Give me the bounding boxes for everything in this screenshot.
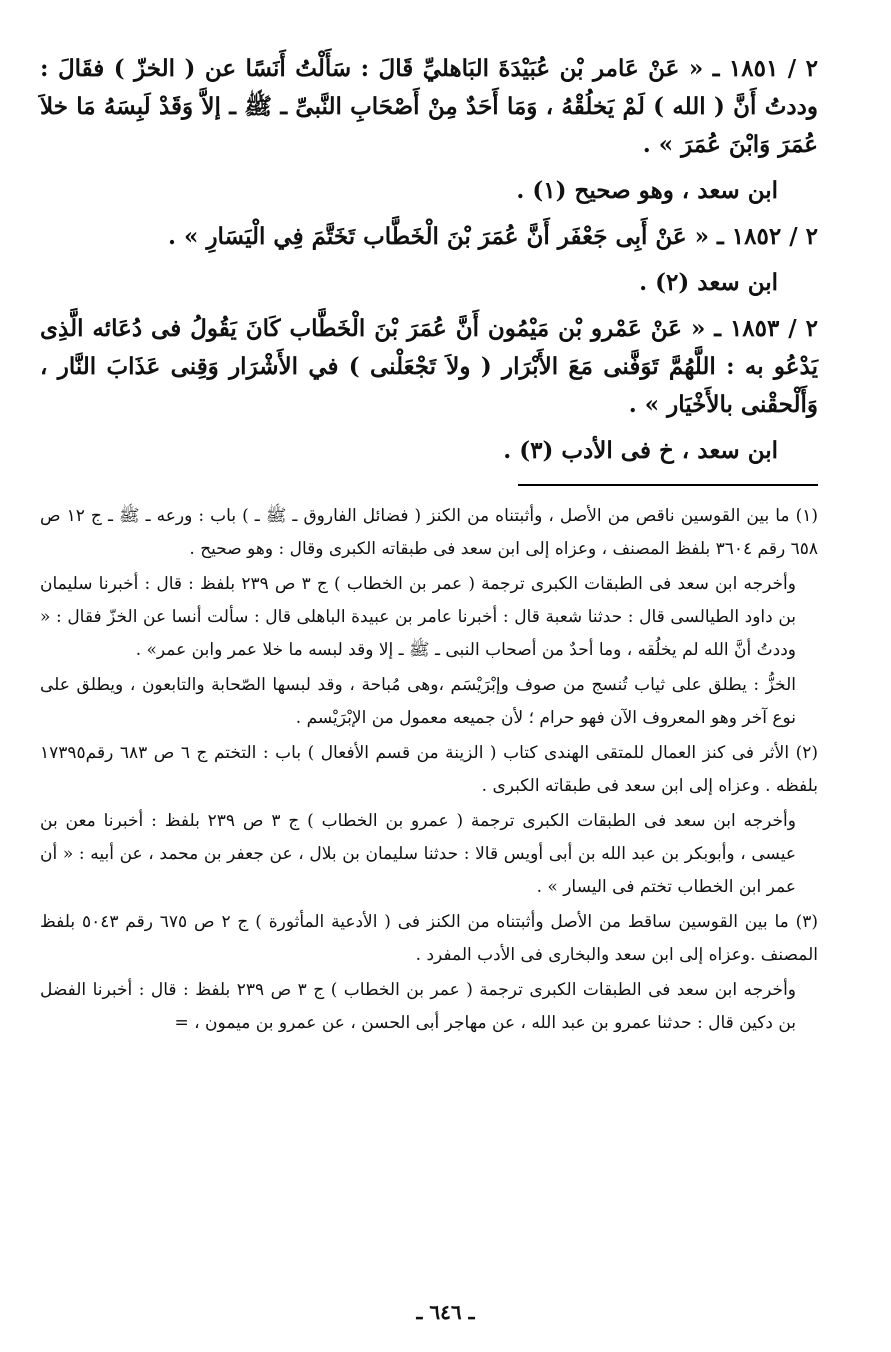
footnotes-section xyxy=(40,500,818,1040)
footnote-3: (٣) ما بين القوسين ساقط من الأصل وأثبتناه من الكنز فى ( الأدعية المأثورة ) ج ٢ ص ٦٧٥ رقم ٥٠٤٣ بلفظ المصنف .وعزاه إلى ابن سعد والبخارى فى الأدب المفرد . xyxy=(40,912,818,965)
hadith-section xyxy=(40,50,818,470)
footnote-2-detail: وأخرجه ابن سعد فى الطبقات الكبرى ترجمة ( عمرو بن الخطاب ) ج ٣ ص ٢٣٩ بلفظ : أخبرنا معن بن عيسى ، وأبوبكر بن عبد الله بن أبى أويس قالا : حدثنا سليمان بن بلال ، عن جعفر بن محمد ، عن أبيه : « أن عمر ابن الخطاب تختم فى اليسار » . xyxy=(40,811,796,897)
hadith-1852-source: ابن سعد (٢) . xyxy=(639,269,778,296)
footnote-2: (٢) الأثر فى كنز العمال للمتقى الهندى كتاب ( الزينة من قسم الأفعال ) باب : التختم ج ٦ ص ٦٨٣ رقم١٧٣٩٥ بلفظه . وعزاه إلى ابن سعد فى طبقاته الكبرى . xyxy=(40,743,818,796)
footnote-1-detail: وأخرجه ابن سعد فى الطبقات الكبرى ترجمة ( عمر بن الخطاب ) ج ٣ ص ٢٣٩ بلفظ : قال : أخبرنا سليمان بن داود الطيالسى قال : حدثنا شعبة قال : أخبرنا عامر بن عبيدة الباهلى قال : سألت أنسا عن الخزّ فقال : « وددتُ أنَّ الله لم يخلُقه ، وما أحدٌ من أصحاب النبى ـ ﷺ ـ إلا وقد لبسه ما خلا عمر وابن عمر» . xyxy=(40,574,796,660)
hadith-1851: ٢ / ١٨٥١ ـ « عَنْ عَامر بْن عُبَيْدَةَ البَاهليِّ قَالَ : سَأَلْتُ أَنَسًا عن ( الخزّ ) فقَالَ : وددتُ أَنَّ ( الله ) لَمْ يَخلُقْهُ ، وَمَا أَحَدٌ مِنْ أَصْحَابِ النَّبىِّ ـ ﷺ ـ إلاَّ وَقَدْ لَبِسَهُ مَا خلاَ عُمَرَ وَابْنَ عُمَرَ » . xyxy=(40,55,818,158)
hadith-1853-source: ابن سعد ، خ فى الأدب (٣) . xyxy=(503,437,778,464)
page-content xyxy=(40,50,818,1042)
page-number: ـ ٦٤٦ ـ xyxy=(416,1300,475,1324)
hadith-1852: ٢ / ١٨٥٢ ـ « عَنْ أَبِى جَعْفَر أَنَّ عُمَرَ بْنَ الْخَطَّاب تَخَتَّمَ فِي الْيَسَارِ » . xyxy=(168,223,818,250)
hadith-1851-source: ابن سعد ، وهو صحيح (١) . xyxy=(516,177,778,204)
footnote-1: (١) ما بين القوسين ناقص من الأصل ، وأثبتناه من الكنز ( فضائل الفاروق ـ ﷺ ـ ) باب : ورعه ـ ﷺ ـ ج ١٢ ص ٦٥٨ رقم ٣٦٠٤ بلفظ المصنف ، وعزاه إلى ابن سعد فى طبقاته الكبرى وقال : وهو صحيح . xyxy=(40,506,818,559)
footnote-divider xyxy=(518,484,818,486)
footnote-1-gloss: الخزُّ : يطلق على ثياب تُنسج من صوف وإبْرَيْسَم ،وهى مُباحة ، وقد لبسها الصّحابة والتابعون ، ويطلق على نوع آخر وهو المعروف الآن فهو حرام ؛ لأن جميعه معمول من الإبْرَيْسم . xyxy=(40,675,796,728)
footnote-3-detail: وأخرجه ابن سعد فى الطبقات الكبرى ترجمة ( عمر بن الخطاب ) ج ٣ ص ٢٣٩ بلفظ : قال : أخبرنا الفضل بن دكين قال : حدثنا عمرو بن عبد الله ، عن مهاجر أبى الحسن ، عن عمرو بن ميمون ، = xyxy=(40,980,797,1033)
hadith-1853: ٢ / ١٨٥٣ ـ « عَنْ عَمْرو بْن مَيْمُون أَنَّ عُمَرَ بْنَ الْخَطَّاب كَانَ يَقُولُ فى دُعَائه الَّذِى يَدْعُو به : اللَّهُمَّ تَوَفَّنى مَعَ الأَبْرَار ( ولاَ تَجْعَلْنى ) في الأَشْرَار وَقِنى عَذَابَ النَّار ، وَأَلْحقْنى بالأَخْيَار » . xyxy=(40,315,818,418)
